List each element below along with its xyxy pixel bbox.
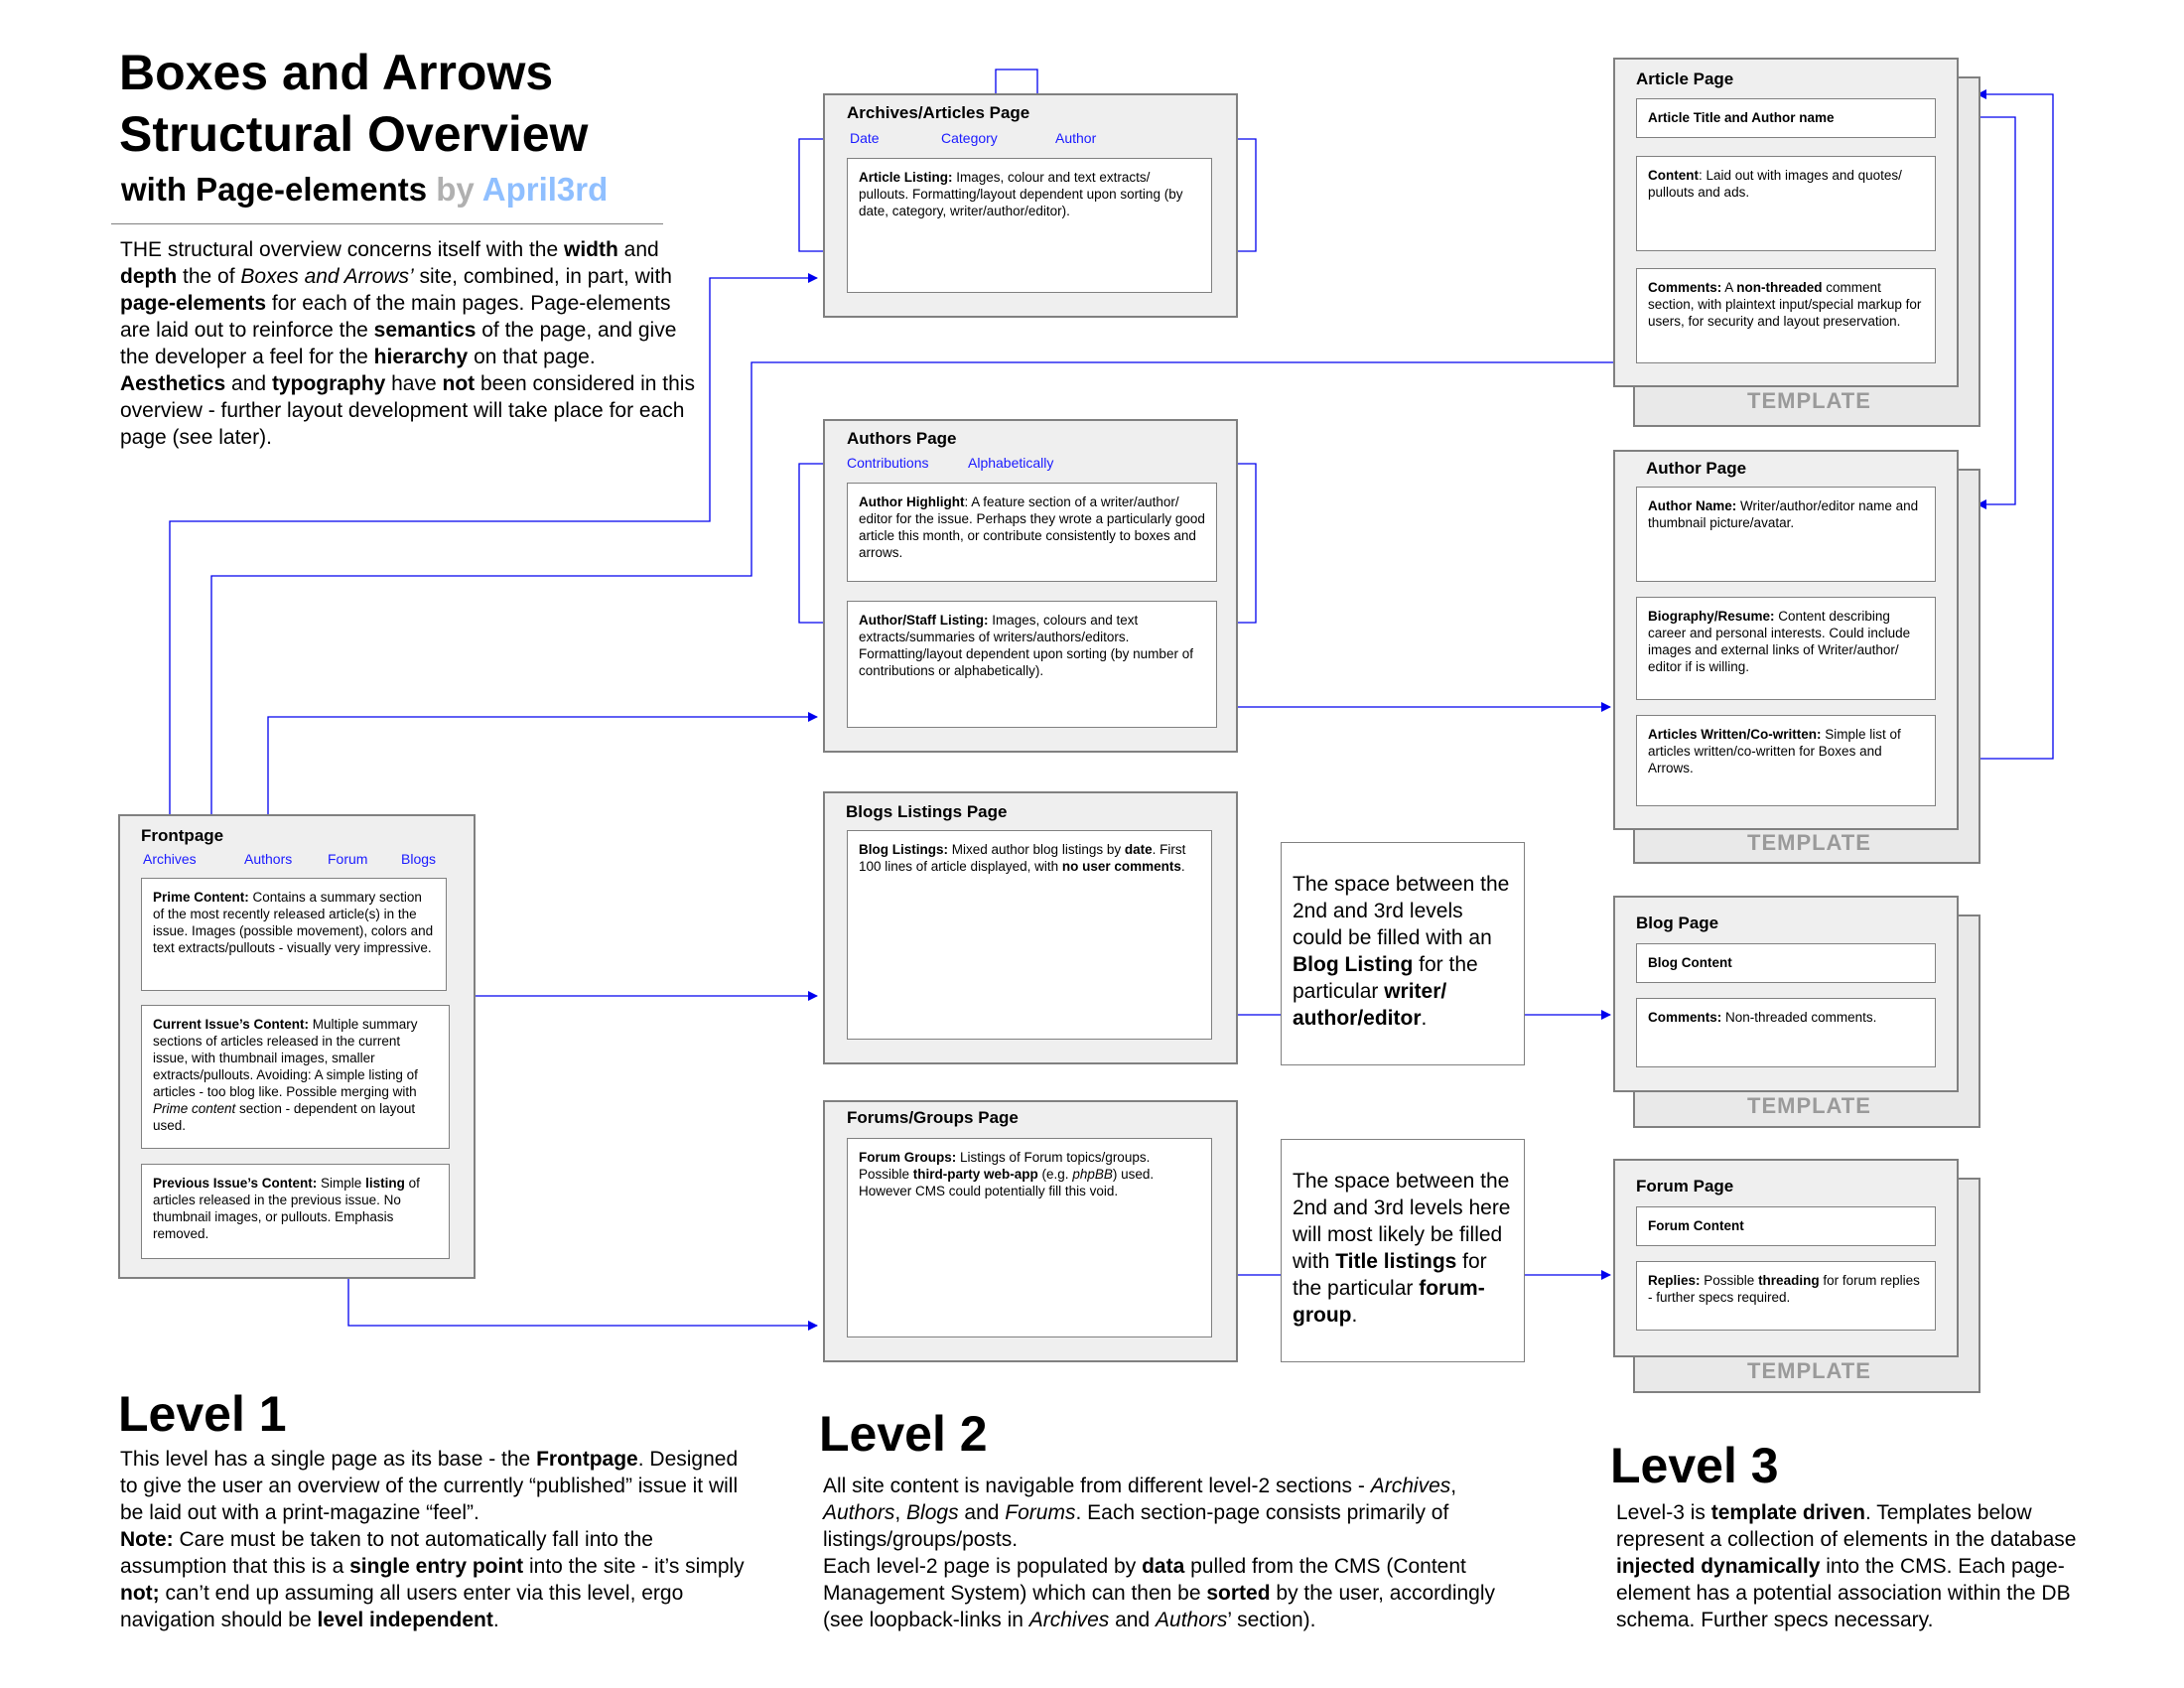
article-page-title: Article Page [1636, 70, 1734, 88]
wire-blogs [419, 866, 817, 996]
level-2-heading: Level 2 [819, 1406, 988, 1462]
forum-page-title: Forum Page [1636, 1177, 1734, 1196]
subtitle-author: April3rd [481, 171, 609, 208]
authors-page-title: Authors Page [847, 429, 957, 448]
forum-listing-note: The space between the 2nd and 3rd levels here will most likely be filled with Title listings for the particular forum-group. [1281, 1139, 1525, 1362]
current-issue-content: Current Issue’s Content: Multiple summary sections of articles released in the current issue, with thumbnail images, smaller extracts/pullouts. Avoiding: A simple listing of articles - too blog like. Possible merging with Prime content section - dependent on layout used. [141, 1005, 450, 1149]
level-3-heading: Level 3 [1610, 1438, 1779, 1493]
subtitle [121, 171, 608, 209]
frontpage-nav-forum[interactable]: Forum [328, 851, 368, 867]
blog-content-element: Blog Content [1636, 943, 1936, 983]
blog-template-label: TEMPLATE [1747, 1093, 1871, 1118]
level-3-text: Level-3 is template driven. Templates below represent a collection of elements in the database injected dynamically into the CMS. Each page-element has a potential association within the DB schema. Further specs necessary. [1616, 1501, 2077, 1631]
forum-replies-element: Replies: Possible threading for forum replies - further specs required. [1636, 1261, 1936, 1331]
previous-issue-content: Previous Issue’s Content: Simple listing of articles released in the previous issue. No thumbnail images, or pullouts. Emphasis removed. [141, 1164, 450, 1259]
article-template-label: TEMPLATE [1747, 388, 1871, 413]
author-page-title: Author Page [1646, 459, 1747, 478]
authors-nav-contributions[interactable]: Contributions [847, 455, 929, 471]
author-name-element: Author Name: Writer/author/editor name and thumbnail picture/avatar. [1636, 487, 1936, 582]
article-content-element: Content: Laid out with images and quotes/ pullouts and ads. [1636, 156, 1936, 251]
forums-page-title: Forums/Groups Page [847, 1108, 1019, 1127]
frontpage-nav-archives[interactable]: Archives [143, 851, 197, 867]
blog-page-title: Blog Page [1636, 914, 1719, 932]
articles-written-element: Articles Written/Co-written: Simple list of articles written/co-written for Boxes and Arrows. [1636, 715, 1936, 806]
article-comments-element: Comments: A non-threaded comment section, with plaintext input/special markup for users, for security and layout preservation. [1636, 268, 1936, 363]
prime-content: Prime Content: Contains a summary section of the most recently released article(s) in the issue. Images (possible movement), colors and text extracts/pullouts - visually very impressive. [141, 878, 447, 991]
frontpage-nav-authors[interactable]: Authors [244, 851, 293, 867]
forum-content-element: Forum Content [1636, 1206, 1936, 1246]
header-divider [111, 223, 663, 224]
archives-nav-date[interactable]: Date [850, 130, 880, 146]
archives-nav-author[interactable]: Author [1055, 130, 1097, 146]
author-staff-listing: Author/Staff Listing: Images, colours and text extracts/summaries of writers/authors/editors. Formatting/layout dependent upon sorting (by number of contributions or alphabetically). [847, 601, 1217, 728]
blog-listings: Blog Listings: Mixed author blog listings by date. First 100 lines of article displayed, with no user comments. [847, 830, 1212, 1040]
article-title-element: Article Title and Author name [1636, 98, 1936, 138]
forum-groups: Forum Groups: Listings of Forum topics/groups. Possible third-party web-app (e.g. phpBB) used. However CMS could potentially fill this void. [847, 1138, 1212, 1337]
archives-page-title: Archives/Articles Page [847, 103, 1030, 122]
blogs-page-title: Blogs Listings Page [846, 802, 1008, 821]
intro-text: THE structural overview concerns itself with the width and depth the of Boxes and Arrows’ site, combined, in part, with page-elements for each of the main pages. Page-elements are laid out to reinforce the semantics of the page, and give the developer a feel for the hierarchy on that page. Aesthetics and typography have not been considered in this overview - further layout development will take place for each page (see later). [120, 238, 695, 449]
level-2-text: All site content is navigable from different level-2 sections - Archives, Authors, Blogs and Forums. Each section-page consists primarily of listings/groups/posts. Each level-2 page is populated by data pulled from the CMS (Content Management System) which can then be sorted by the user, accordingly (see loopback-links in Archives and Authors’ section). [823, 1475, 1496, 1631]
authors-nav-alphabetically[interactable]: Alphabetically [968, 455, 1054, 471]
subtitle-main: with Page-elements [121, 171, 428, 208]
article-listing: Article Listing: Images, colour and text extracts/ pullouts. Formatting/layout dependent upon sorting (by date, category, writer/author/editor). [847, 158, 1212, 293]
page-title [119, 42, 588, 165]
title-line-1: Boxes and Arrows [119, 45, 554, 100]
author-template-label: TEMPLATE [1747, 830, 1871, 855]
level-1-heading: Level 1 [118, 1386, 287, 1442]
frontpage-title: Frontpage [141, 826, 224, 845]
blog-listing-note: The space between the 2nd and 3rd levels could be filled with an Blog Listing for the particular writer/ author/editor. [1281, 842, 1525, 1065]
forum-template-label: TEMPLATE [1747, 1358, 1871, 1383]
subtitle-by: by [436, 171, 475, 208]
title-line-2: Structural Overview [119, 106, 589, 162]
level-1-text: This level has a single page as its base - the Frontpage. Designed to give the user an overview of the currently “published” issue it will be laid out with a print-magazine “feel”. Note: Care must be taken to not automatically fall into the assumption that this is a single entry point into the site - it’s simply not; can’t end up assuming all users enter via this level, ergo navigation should be level independent. [120, 1448, 745, 1631]
biography-element: Biography/Resume: Content describing career and personal interests. Could include images and external links of Writer/author/ editor if is willing. [1636, 597, 1936, 700]
author-highlight: Author Highlight: A feature section of a writer/author/ editor for the issue. Perhaps they wrote a particularly good article this month, or contribute consistently to boxes and arrows. [847, 483, 1217, 582]
blog-comments-element: Comments: Non-threaded comments. [1636, 998, 1936, 1067]
frontpage-nav-blogs[interactable]: Blogs [401, 851, 437, 867]
archives-nav-category[interactable]: Category [941, 130, 998, 146]
